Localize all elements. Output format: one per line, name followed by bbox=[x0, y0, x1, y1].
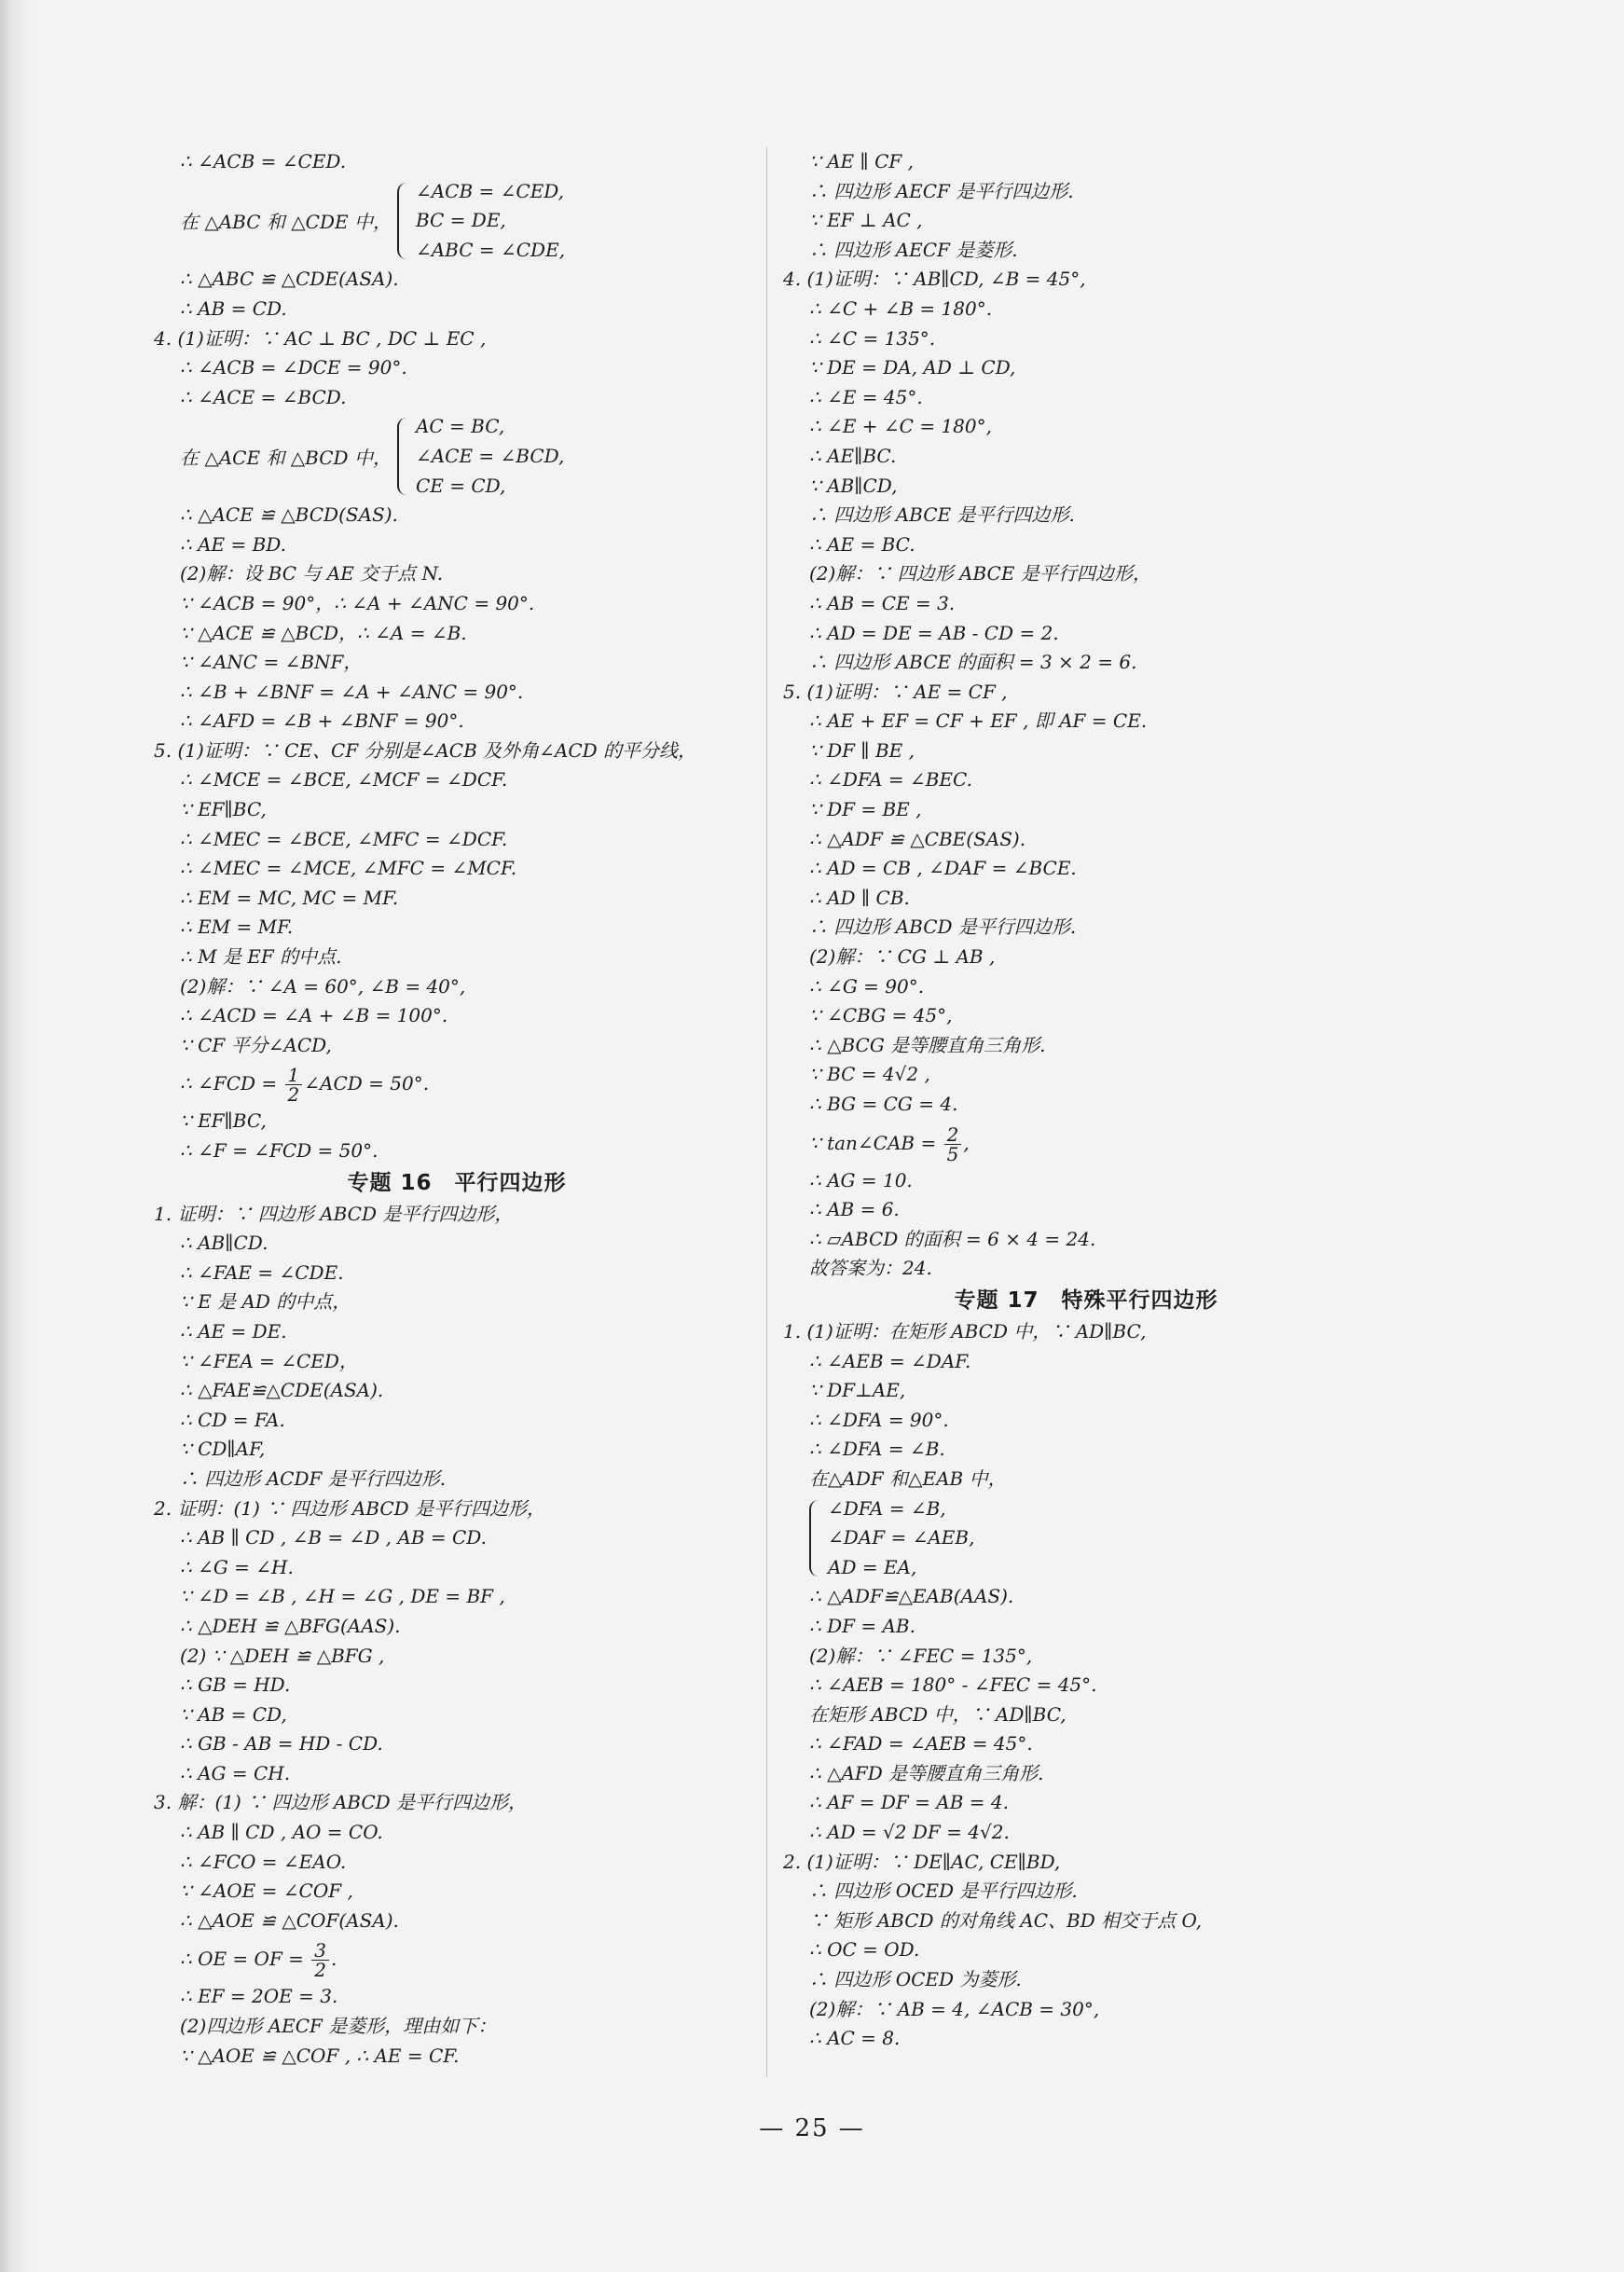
fraction-line: ∴ ∠FCD = $\frac{1}{2}$ ∠ACD = 50°. bbox=[180, 1064, 430, 1107]
text-line: ∴ AE + EF = CF + EF , 即 AF = CE. bbox=[809, 709, 1148, 733]
fraction-denominator: 2 bbox=[314, 1959, 327, 1982]
right-column bbox=[783, 147, 1389, 2054]
system-label: 在 △ACE 和 △BCD 中， bbox=[180, 447, 392, 470]
text-line: ∴ AD ∥ CB. bbox=[809, 886, 910, 909]
system-equation: ∠ACB = ∠CED, bbox=[415, 179, 564, 202]
text-line: ∴ ∠E = 45°. bbox=[809, 385, 923, 408]
text-line: 1. 证明：∵ 四边形 ABCD 是平行四边形， bbox=[154, 1202, 514, 1225]
text-line: (2)解：∵ 四边形 ABCE 是平行四边形， bbox=[809, 562, 1151, 585]
text-line: ∴ 四边形 ACDF 是平行四边形. bbox=[180, 1466, 447, 1490]
text-line: ∵ BC = 4√2 , bbox=[809, 1063, 930, 1086]
text-line: ∴ AC = 8. bbox=[809, 2027, 901, 2050]
text-line: ∴ 四边形 ABCE 的面积 = 3 × 2 = 6. bbox=[809, 651, 1137, 674]
text-line: 在矩形 ABCD 中，∵ AD∥BC, bbox=[809, 1702, 1067, 1726]
text-line: (2)四边形 AECF 是菱形，理由如下： bbox=[180, 2015, 497, 2038]
text-line: ∴ ∠ACB = ∠CED. bbox=[180, 150, 347, 172]
text-line: (2)解：∵ CG ⊥ AB , bbox=[809, 945, 996, 969]
text-line: ∴ 四边形 ABCD 是平行四边形. bbox=[809, 916, 1077, 939]
text-line: ∴ △ABC ≌ △CDE(ASA). bbox=[180, 268, 399, 291]
text-line: ∴ △FAE≌△CDE(ASA). bbox=[180, 1379, 384, 1402]
fraction-denominator: 2 bbox=[287, 1083, 300, 1107]
paper-edge bbox=[0, 0, 32, 2272]
text-line: ∴ AB ∥ CD , AO = CO. bbox=[180, 1821, 383, 1844]
text-line: ∴ ∠FAD = ∠AEB = 45°. bbox=[809, 1732, 1033, 1756]
text-line: ∴ AE = BD. bbox=[180, 532, 286, 556]
text-line: ∵ 矩形 ABCD 的对角线 AC、BD 相交于点 O, bbox=[809, 1908, 1203, 1932]
text-line: ∴ ∠ACE = ∠BCD. bbox=[180, 385, 347, 408]
system-label: 在 △ABC 和 △CDE 中， bbox=[180, 211, 392, 234]
text-line: ∵ DE = DA, AD ⊥ CD, bbox=[809, 356, 1016, 379]
text-line: ∴ ∠FAE = ∠CDE. bbox=[180, 1260, 344, 1284]
text-line: ∵ ∠ACB = 90°，∴ ∠A + ∠ANC = 90°. bbox=[180, 591, 535, 614]
text-line: ∴ ∠B + ∠BNF = ∠A + ∠ANC = 90°. bbox=[180, 680, 524, 703]
text-line: ∴ ∠AFD = ∠B + ∠BNF = 90°. bbox=[180, 709, 464, 733]
system-equation: ∠DAF = ∠AEB, bbox=[828, 1526, 975, 1549]
left-brace bbox=[809, 1500, 822, 1577]
text-line: ∴ ∠DFA = ∠B. bbox=[809, 1438, 945, 1461]
text-line: 5. (1)证明：∵ CE、CF 分别是∠ACB 及外角∠ACD 的平分线， bbox=[154, 738, 697, 762]
text-line: ∴ GB - AB = HD - CD. bbox=[180, 1732, 383, 1756]
text-line: ∴ ∠MEC = ∠MCE, ∠MFC = ∠MCF. bbox=[180, 857, 517, 880]
left-column bbox=[154, 147, 760, 2071]
text-line: 2. 证明：(1) ∵ 四边形 ABCD 是平行四边形， bbox=[154, 1496, 546, 1520]
column-divider bbox=[766, 147, 767, 2077]
text-line: 4. (1)证明：∵ AB∥CD, ∠B = 45°, bbox=[783, 268, 1086, 291]
text-line: ∵ △AOE ≌ △COF , ∴ AE = CF. bbox=[180, 2044, 460, 2067]
fraction-line: ∵ tan∠CAB = $\frac{2}{5}$ , bbox=[809, 1122, 970, 1165]
text-line: ∴ ∠C = 135°. bbox=[809, 326, 936, 350]
text-line: ∴ ∠C + ∠B = 180°. bbox=[809, 296, 993, 320]
section-heading-16: 专题 16 平行四边形 bbox=[347, 1170, 567, 1195]
text-line: 在△ADF 和△EAB 中， bbox=[809, 1466, 1007, 1490]
text-line: ∴ DF = AB. bbox=[809, 1614, 915, 1637]
text-line: ∴ ∠AEB = 180° - ∠FEC = 45°. bbox=[809, 1673, 1097, 1697]
text-line: ∴ ∠G = ∠H. bbox=[180, 1555, 294, 1578]
text-line: ∵ AB = CD, bbox=[180, 1702, 287, 1726]
text-line: (2)解：设 BC 与 AE 交于点 N. bbox=[180, 562, 444, 585]
text-line: (2) ∵ △DEH ≌ △BFG , bbox=[180, 1644, 385, 1667]
text-line: ∴ 四边形 AECF 是平行四边形. bbox=[809, 179, 1074, 202]
system-equation: AC = BC, bbox=[415, 415, 505, 438]
text-line: (2)解：∵ ∠A = 60°, ∠B = 40°, bbox=[180, 974, 466, 998]
text-line: ∴ ∠ACD = ∠A + ∠B = 100°. bbox=[180, 1004, 448, 1027]
section-heading-17: 专题 17 特殊平行四边形 bbox=[954, 1287, 1218, 1313]
system-equation: AD = EA, bbox=[828, 1555, 917, 1578]
text-line: ∵ AE ∥ CF , bbox=[809, 150, 914, 172]
text-line: ∴ AD = CB , ∠DAF = ∠BCE. bbox=[809, 857, 1077, 880]
left-brace bbox=[397, 418, 410, 495]
fraction-numerator: 1 bbox=[285, 1066, 303, 1085]
text-line: ∴ AE∥BC. bbox=[809, 444, 897, 467]
system-equation: ∠ABC = ∠CDE, bbox=[415, 238, 566, 261]
text-line: ∴ AE = BC. bbox=[809, 532, 915, 556]
system-equation: ∠DFA = ∠B, bbox=[828, 1496, 946, 1520]
text-line: ∴ BG = CG = 4. bbox=[809, 1093, 958, 1115]
text-line: ∴ AF = DF = AB = 4. bbox=[809, 1791, 1009, 1814]
text-line: ∵ E 是 AD 的中点， bbox=[180, 1290, 351, 1314]
text-line: ∴ △ADF ≌ △CBE(SAS). bbox=[809, 827, 1026, 850]
text-line: (2)解：∵ AB = 4, ∠ACB = 30°, bbox=[809, 1997, 1100, 2020]
text-line: ∴ △AOE ≌ △COF(ASA). bbox=[180, 1908, 399, 1932]
text-line: 故答案为：24. bbox=[809, 1257, 932, 1280]
text-line: ∴ AB = CD. bbox=[180, 296, 287, 320]
text-line: ∴ EM = MC, MC = MF. bbox=[180, 886, 399, 909]
text-line: 4. (1)证明：∵ AC ⊥ BC , DC ⊥ EC , bbox=[154, 326, 487, 350]
system-equation: BC = DE, bbox=[415, 209, 506, 232]
equation-system bbox=[783, 1494, 1389, 1583]
text-line: ∴ △ACE ≌ △BCD(SAS). bbox=[180, 503, 398, 527]
text-line: ∴ ∠F = ∠FCD = 50°. bbox=[180, 1139, 378, 1162]
text-line: ∵ ∠FEA = ∠CED， bbox=[180, 1349, 358, 1372]
text-line: ∵ ∠AOE = ∠COF , bbox=[180, 1880, 353, 1903]
text-line: ∴ △AFD 是等腰直角三角形. bbox=[809, 1761, 1044, 1784]
text-line: ∴ ∠G = 90°. bbox=[809, 974, 925, 998]
system-equation: ∠ACE = ∠BCD, bbox=[415, 444, 565, 467]
page-number: — 25 — bbox=[759, 2114, 865, 2142]
text-line: ∵ CF 平分∠ACD, bbox=[180, 1033, 332, 1056]
text-line: ∴ CD = FA. bbox=[180, 1408, 285, 1431]
text-line: ∴ AB ∥ CD , ∠B = ∠D , AB = CD. bbox=[180, 1526, 487, 1549]
text-line: ∴ EF = 2OE = 3. bbox=[180, 1985, 338, 2008]
text-line: ∴ ∠FCO = ∠EAO. bbox=[180, 1850, 347, 1873]
text-line: ∵ AB∥CD, bbox=[809, 474, 898, 497]
text-line: ∴ 四边形 OCED 是平行四边形. bbox=[809, 1880, 1078, 1903]
text-line: ∴ ∠MCE = ∠BCE, ∠MCF = ∠DCF. bbox=[180, 768, 508, 792]
text-line: ∵ EF ⊥ AC , bbox=[809, 209, 923, 232]
text-line: ∴ M 是 EF 的中点. bbox=[180, 945, 342, 969]
text-line: ∵ ∠ANC = ∠BNF， bbox=[180, 651, 363, 674]
text-line: ∵ DF = BE , bbox=[809, 798, 922, 821]
text-line: 3. 解：(1) ∵ 四边形 ABCD 是平行四边形， bbox=[154, 1791, 528, 1814]
text-line: ∴ 四边形 OCED 为菱形. bbox=[809, 1968, 1022, 1991]
text-line: ∴ AB = CE = 3. bbox=[809, 591, 956, 614]
text-line: ∵ EF∥BC, bbox=[180, 1109, 267, 1133]
fraction-denominator: 5 bbox=[946, 1142, 959, 1165]
equation-system bbox=[154, 412, 760, 501]
text-line: ∴ GB = HD. bbox=[180, 1673, 291, 1697]
text-line: (2)解：∵ ∠FEC = 135°, bbox=[809, 1644, 1033, 1667]
text-line: ∴ AG = CH. bbox=[180, 1761, 291, 1784]
text-line: 2. (1)证明：∵ DE∥AC, CE∥BD, bbox=[783, 1850, 1061, 1873]
text-line: ∴ △DEH ≌ △BFG(AAS). bbox=[180, 1614, 401, 1637]
text-line: ∴ ∠DFA = ∠BEC. bbox=[809, 768, 972, 792]
text-line: ∴ ▱ABCD 的面积 = 6 × 4 = 24. bbox=[809, 1227, 1096, 1250]
text-line: ∵ △ACE ≌ △BCD，∴ ∠A = ∠B. bbox=[180, 621, 467, 644]
text-line: ∵ EF∥BC, bbox=[180, 798, 267, 821]
text-line: 1. (1)证明：在矩形 ABCD 中，∵ AD∥BC, bbox=[783, 1319, 1147, 1343]
text-line: ∴ 四边形 AECF 是菱形. bbox=[809, 238, 1018, 261]
text-line: ∴ AD = DE = AB - CD = 2. bbox=[809, 621, 1059, 644]
text-line: ∴ △ADF≌△EAB(AAS). bbox=[809, 1585, 1014, 1608]
text-line: ∴ AB = 6. bbox=[809, 1198, 900, 1221]
text-line: ∵ DF⊥AE, bbox=[809, 1379, 906, 1402]
text-line: 5. (1)证明：∵ AE = CF , bbox=[783, 680, 1008, 703]
fraction-line: ∴ OE = OF = $\frac{3}{2}$ . bbox=[180, 1939, 337, 1982]
system-equation: CE = CD, bbox=[415, 474, 506, 497]
fraction-numerator: 2 bbox=[944, 1125, 962, 1145]
text-line: ∴ ∠AEB = ∠DAF. bbox=[809, 1349, 971, 1372]
text-line: ∴ 四边形 ABCE 是平行四边形. bbox=[809, 503, 1075, 527]
text-line: ∵ ∠CBG = 45°, bbox=[809, 1004, 953, 1027]
text-line: ∴ ∠ACB = ∠DCE = 90°. bbox=[180, 356, 407, 379]
text-line: ∴ △BCG 是等腰直角三角形. bbox=[809, 1033, 1046, 1056]
fraction-numerator: 3 bbox=[311, 1941, 329, 1961]
text-line: ∵ CD∥AF, bbox=[180, 1438, 266, 1461]
text-line: ∴ AG = 10. bbox=[809, 1168, 913, 1191]
text-line: ∴ EM = MF. bbox=[180, 916, 294, 939]
text-line: ∴ ∠MEC = ∠BCE, ∠MFC = ∠DCF. bbox=[180, 827, 508, 850]
text-line: ∴ ∠DFA = 90°. bbox=[809, 1408, 949, 1431]
text-line: ∴ OC = OD. bbox=[809, 1938, 920, 1962]
text-line: ∴ AD = √2 DF = 4√2. bbox=[809, 1821, 1010, 1844]
text-line: ∵ ∠D = ∠B , ∠H = ∠G , DE = BF , bbox=[180, 1585, 505, 1608]
text-line: ∵ DF ∥ BE , bbox=[809, 738, 915, 762]
left-brace bbox=[397, 183, 410, 260]
text-line: ∴ AB∥CD. bbox=[180, 1232, 268, 1255]
text-line: ∴ AE = DE. bbox=[180, 1319, 287, 1343]
text-line: ∴ ∠E + ∠C = 180°, bbox=[809, 415, 992, 438]
equation-system bbox=[154, 177, 760, 266]
